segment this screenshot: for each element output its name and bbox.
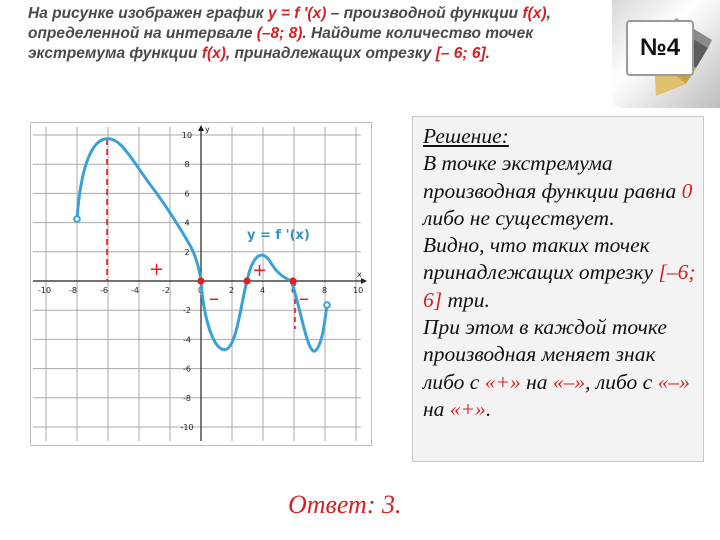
plus-sign: + bbox=[149, 259, 165, 280]
x-tick-label: 6 bbox=[291, 286, 297, 295]
y-tick-label: -8 bbox=[183, 393, 191, 403]
y-tick-label: 10 bbox=[181, 131, 193, 140]
derivative-graph bbox=[31, 123, 371, 445]
task-badge bbox=[612, 0, 720, 108]
x-tick-label: 2 bbox=[229, 286, 235, 295]
problem-statement: На рисунке изображен график y = f '(x) – производной функции f(x), определенной на интервале (–8; 8). Найдите количество точек экстремума функции f(x), принадлежащих отрезку [– 6; 6]. bbox=[28, 5, 551, 62]
plus-sign: + bbox=[252, 260, 268, 281]
zero-point-0 bbox=[197, 277, 204, 284]
solution-panel: Решение: В точке экстремума производная функции равна 0 либо не существует. Видно, что таких точек принадлежащих отрезку [–6; 6] три. При этом в каждой точке производная меняет знак либо с «+» на «–», либо с «–» на «+». bbox=[412, 116, 704, 462]
minus-sign: – bbox=[299, 286, 309, 310]
y-tick-label: -10 bbox=[180, 423, 194, 432]
y-tick-label: -2 bbox=[183, 306, 191, 316]
interval-label: (–8; 8) bbox=[256, 25, 303, 42]
x-axis-label: x bbox=[357, 270, 362, 279]
segment-label: [– 6; 6] bbox=[435, 45, 486, 62]
task-number: №4 bbox=[626, 20, 694, 76]
y-tick-label: 2 bbox=[184, 247, 190, 257]
y-axis-label: y bbox=[205, 125, 210, 134]
derivative-label: y = f '(x) bbox=[267, 5, 327, 22]
x-tick-label: -2 bbox=[162, 286, 170, 295]
right-endpoint bbox=[324, 302, 330, 308]
y-tick-label: 4 bbox=[184, 218, 190, 228]
x-tick-label: 4 bbox=[260, 286, 266, 295]
answer-text: Ответ: 3. bbox=[288, 490, 402, 519]
zero-point-6 bbox=[289, 277, 296, 284]
y-tick-label: -6 bbox=[183, 364, 191, 374]
y-tick-label: 6 bbox=[184, 189, 190, 199]
minus-sign: – bbox=[209, 286, 219, 310]
y-tick-label: -4 bbox=[183, 335, 191, 345]
derivative-curve bbox=[77, 139, 327, 352]
x-tick-label: -6 bbox=[100, 286, 108, 295]
x-tick-label: 8 bbox=[322, 286, 328, 295]
curve-label: y = f '(x) bbox=[247, 228, 310, 243]
x-tick-label: -10 bbox=[38, 286, 52, 295]
x-tick-label: 0 bbox=[198, 286, 204, 295]
y-tick-label: 8 bbox=[184, 160, 190, 170]
zero-point-3 bbox=[243, 277, 250, 284]
graph-panel bbox=[30, 122, 372, 446]
solution-heading: Решение: bbox=[423, 124, 509, 148]
x-tick-label: 10 bbox=[353, 286, 364, 295]
left-endpoint bbox=[74, 216, 80, 222]
x-tick-label: -8 bbox=[69, 286, 77, 295]
x-tick-label: -4 bbox=[131, 286, 139, 295]
